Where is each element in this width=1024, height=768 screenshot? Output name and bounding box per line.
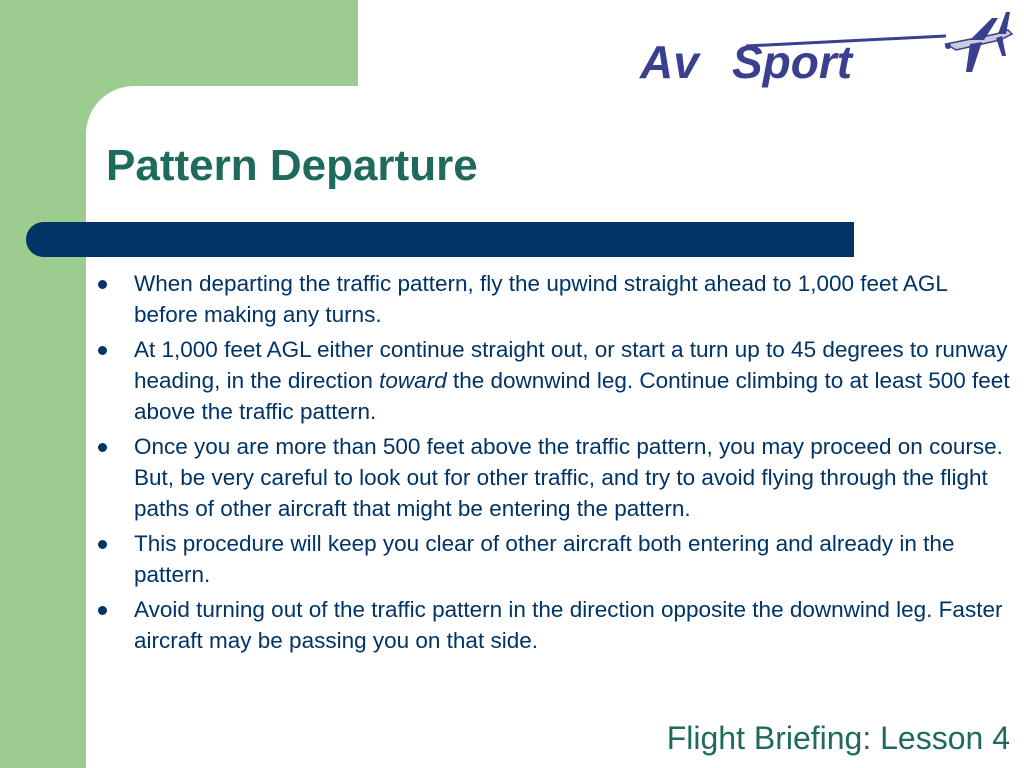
bullet-icon bbox=[98, 443, 107, 452]
bullet-item bbox=[96, 431, 1016, 524]
bullet-icon bbox=[98, 540, 107, 549]
logo-wordmark bbox=[639, 36, 854, 88]
bullet-text-before: At 1,000 feet AGL either continue straight out, or start a turn up to 45 degrees to runway heading, in the direction bbox=[134, 337, 1008, 393]
bullet-emphasis: toward bbox=[379, 368, 447, 393]
bullet-list bbox=[96, 268, 1016, 660]
title-underline-bar bbox=[26, 222, 854, 257]
bullet-icon bbox=[98, 346, 107, 355]
bullet-item bbox=[96, 594, 1016, 656]
bullet-item bbox=[96, 334, 1016, 427]
avsport-logo bbox=[636, 6, 1016, 88]
bullet-icon bbox=[98, 280, 107, 289]
bullet-text: This procedure will keep you clear of other aircraft both entering and already in the pattern. bbox=[134, 531, 955, 587]
bullet-text: Once you are more than 500 feet above the traffic pattern, you may proceed on course. But, be very careful to look out for other traffic, and try to avoid flying through the flight paths of other aircraft that might be entering the pattern. bbox=[134, 434, 1003, 521]
logo-text-av: Av bbox=[640, 36, 699, 88]
bullet-text-after: the downwind leg. Continue climbing to at least 500 feet above the traffic pattern. bbox=[134, 368, 1010, 424]
slide-title: Pattern Departure bbox=[106, 141, 478, 190]
bullet-icon bbox=[98, 606, 107, 615]
airplane-icon bbox=[945, 12, 1012, 72]
bullet-text: When departing the traffic pattern, fly the upwind straight ahead to 1,000 feet AGL before making any turns. bbox=[134, 271, 948, 327]
footer-lesson-label: Flight Briefing: Lesson 4 bbox=[666, 720, 1010, 756]
logo-text-sport: Sport bbox=[732, 36, 853, 88]
bullet-item bbox=[96, 268, 1016, 330]
bullet-item bbox=[96, 528, 1016, 590]
bullet-text: Avoid turning out of the traffic pattern in the direction opposite the downwind leg. Faster aircraft may be passing you on that side. bbox=[134, 597, 1003, 653]
